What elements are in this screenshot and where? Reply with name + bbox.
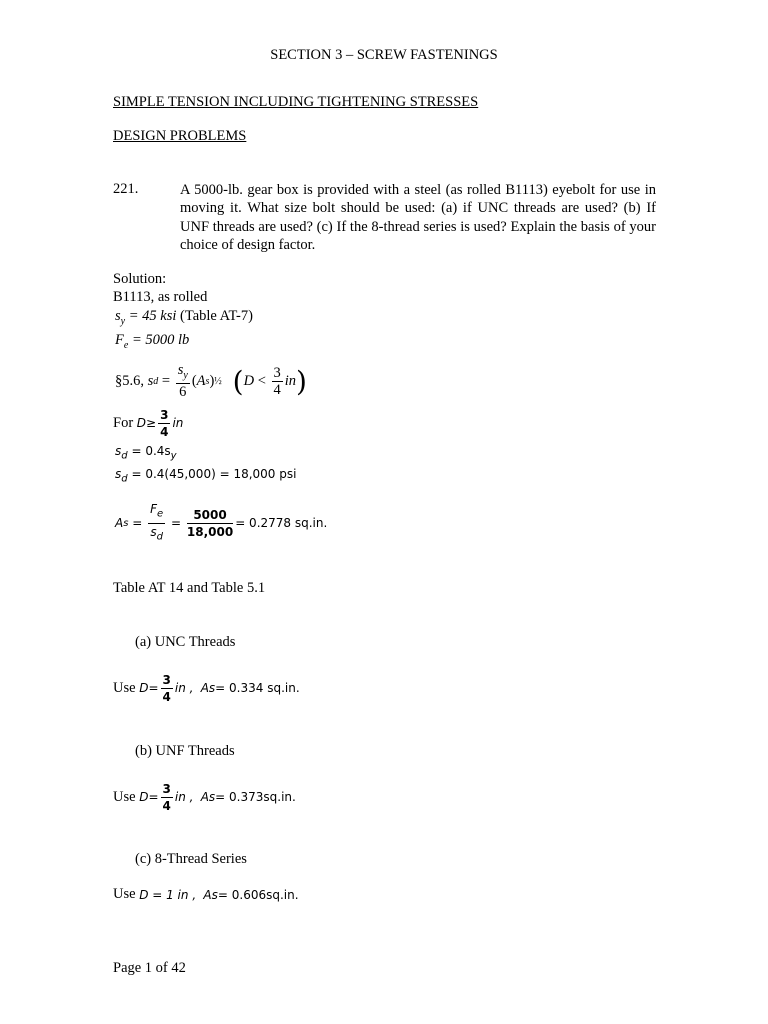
as-formula: A s = $\frac{F_e}{s_d}$ = $\frac{5000}{18,000}$ = 0.2778 sq.in. [115, 502, 328, 542]
sd-formula: §5.6, s d = $\frac{s_y}{6}$ ( A s ) ½ ( D < $\frac{3}{4}$ in ) [115, 361, 307, 401]
use-label: Use [113, 679, 136, 696]
sy-line: $s_y = 45$ ksi (Table AT-7) [115, 308, 253, 327]
use-label: Use [113, 788, 136, 805]
sd-den: 18,000 [186, 524, 234, 539]
as-value: = 0.373sq.in. [215, 790, 296, 804]
section-ref: §5.6, [115, 372, 144, 389]
part-b-use: Use D = $\frac{3}{4}$ in , A s = 0.373sq.in. [113, 781, 296, 813]
sd-eq1-value: = 0.4s [131, 444, 171, 458]
material-line: B1113, as rolled [113, 289, 208, 305]
fe-line: $F_e = 5000$ lb [115, 332, 190, 351]
table-ref: Table AT 14 and Table 5.1 [113, 580, 266, 596]
sd-eq2: $s_d = 0.4(45,000) = 18,000$ psi [115, 467, 297, 485]
fe-value: = 5000 lb [131, 332, 190, 348]
d-unit: in , [174, 681, 194, 695]
as-result: = 0.2778 sq.in. [235, 516, 328, 530]
sy-value: = 45 ksi [128, 308, 177, 324]
problem-text: A 5000-lb. gear box is provided with a steel (as rolled B1113) eyebolt for use in moving it. What size bolt should be used: (a) if UNC threads are used? (b) If UNF threads are used? (c) If the 8-thread series is used? Explain the basis of your choice of design factor. [180, 182, 656, 253]
problems-heading: DESIGN PROBLEMS [113, 128, 247, 144]
part-c-use: Use D = 1 in , A s = 0.606sq.in. [113, 886, 299, 902]
solution-label: Solution: [113, 271, 167, 287]
page-number: Page 1 of 42 [113, 960, 186, 976]
part-a-use: Use D = $\frac{3}{4}$ in , A s = 0.334 sq.in. [113, 672, 300, 704]
sd-eq1: $s_d = 0.4s_y$ [115, 444, 177, 462]
fe-num: 5000 [187, 507, 233, 524]
for-line: For D ≥ $\frac{3}{4}$ in [113, 407, 184, 439]
as-value: = 0.606sq.in. [217, 887, 299, 902]
section-title: SECTION 3 – SCREW FASTENINGS [270, 47, 498, 63]
part-c-label: (c) 8-Thread Series [135, 851, 247, 867]
sd-eq2-value: = 0.4(45,000) = 18,000 psi [131, 467, 297, 481]
for-label: For [113, 414, 134, 431]
problem-number: 221. [113, 181, 139, 197]
part-a-label: (a) UNC Threads [135, 634, 236, 650]
d-value: D = 1 in , [139, 887, 197, 902]
sy-ref: (Table AT-7) [180, 308, 253, 324]
use-label: Use [113, 886, 136, 902]
subtitle: SIMPLE TENSION INCLUDING TIGHTENING STRESSES [113, 94, 479, 110]
part-b-label: (b) UNF Threads [135, 743, 235, 759]
as-value: = 0.334 sq.in. [215, 681, 300, 695]
d-unit: in , [174, 790, 194, 804]
